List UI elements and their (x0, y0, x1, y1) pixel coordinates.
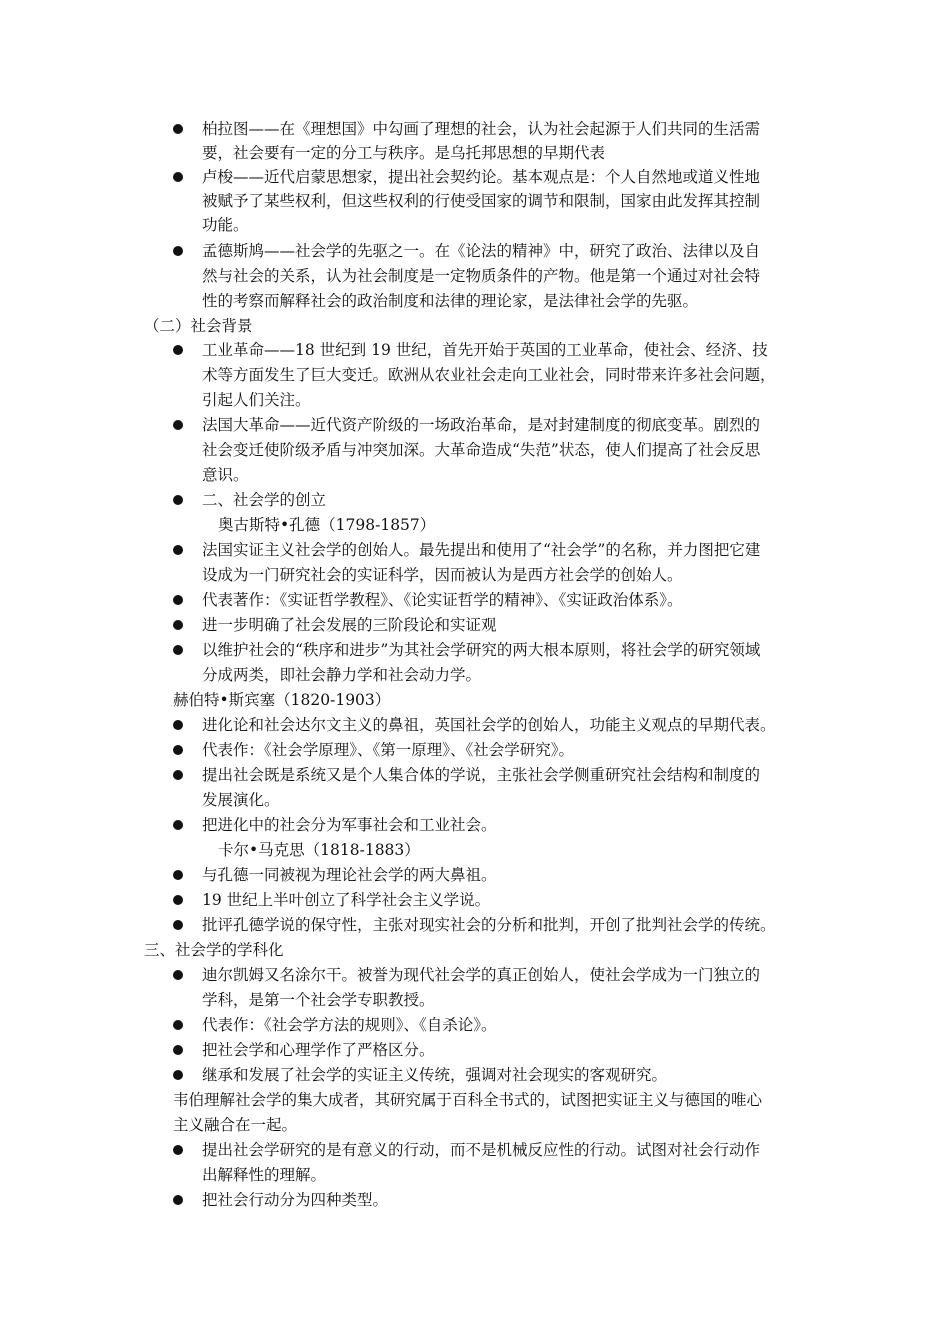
section-heading: （二）社会背景 (144, 317, 253, 335)
text-line: 卢梭——近代启蒙思想家，提出社会契约论。基本观点是：个人自然地或道义性地 (202, 168, 761, 186)
text-line: 然与社会的关系，认为社会制度是一定物质条件的产物。他是第一个通过对社会特 (202, 267, 761, 285)
person-heading: 赫伯特•斯宾塞（1820-1903） (173, 691, 391, 709)
text-line: 提出社会学研究的是有意义的行动，而不是机械反应性的行动。试图对社会行动作 (202, 1141, 761, 1159)
bullet-icon (173, 1195, 183, 1205)
text-line: 进化论和社会达尔文主义的鼻祖，英国社会学的创始人，功能主义观点的早期代表。 (202, 716, 776, 734)
bullet-icon (173, 345, 183, 355)
bullet-icon (173, 1145, 183, 1155)
text-line: 被赋予了某些权利，但这些权利的行使受国家的调节和限制，国家由此发挥其控制 (202, 192, 761, 210)
bullet-icon (173, 172, 183, 182)
text-line: 性的考察而解释社会的政治制度和法律的理论家，是法律社会学的先驱。 (202, 292, 699, 310)
bullet-icon (173, 246, 183, 256)
text-line: 进一步明确了社会发展的三阶段论和实证观 (202, 616, 497, 634)
text-line: 主义融合在一起。 (173, 1116, 298, 1134)
text-line: 继承和发展了社会学的实证主义传统，强调对社会现实的客观研究。 (202, 1066, 668, 1084)
person-heading: 卡尔•马克思（1818-1883） (218, 841, 420, 859)
text-line: 代表著作：《实证哲学教程》、《论实证哲学的精神》、《实证政治体系》。 (202, 591, 683, 609)
bullet-icon (173, 620, 183, 630)
text-line: 与孔德一同被视为理论社会学的两大鼻祖。 (202, 866, 497, 884)
bullet-icon (173, 770, 183, 780)
text-line: 要，社会要有一定的分工与秩序。是乌托邦思想的早期代表 (202, 144, 606, 162)
text-line: 提出社会既是系统又是个人集合体的学说，主张社会学侧重研究社会结构和制度的 (202, 766, 761, 784)
bullet-icon (173, 645, 183, 655)
text-line: 把社会学和心理学作了严格区分。 (202, 1041, 435, 1059)
text-line: 引起人们关注。 (202, 391, 311, 409)
text-line: 社会变迁使阶级矛盾与冲突加深。大革命造成“失范”状态，使人们提高了社会反思 (202, 441, 761, 459)
text-line: 19 世纪上半叶创立了科学社会主义学说。 (202, 891, 491, 909)
text-line: 法国大革命——近代资产阶级的一场政治革命，是对封建制度的彻底变革。剧烈的 (202, 416, 761, 434)
bullet-icon (173, 545, 183, 555)
bullet-icon (173, 870, 183, 880)
text-line: 孟德斯鸠——社会学的先驱之一。在《论法的精神》中，研究了政治、法律以及自 (202, 242, 761, 260)
bullet-icon (173, 970, 183, 980)
person-heading: 奥古斯特•孔德（1798-1857） (218, 516, 436, 534)
text-line: 设成为一门研究社会的实证科学，因而被认为是西方社会学的创始人。 (202, 566, 683, 584)
text-line: 发展演化。 (202, 791, 280, 809)
bullet-icon (173, 1020, 183, 1030)
text-line: 韦伯理解社会学的集大成者，其研究属于百科全书式的，试图把实证主义与德国的唯心 (173, 1091, 763, 1109)
text-line: 术等方面发生了巨大变迁。欧洲从农业社会走向工业社会，同时带来许多社会问题， (202, 366, 776, 384)
text-line: 把进化中的社会分为军事社会和工业社会。 (202, 816, 497, 834)
text-line: 以维护社会的“秩序和进步”为其社会学研究的两大根本原则，将社会学的研究领域 (202, 641, 761, 659)
text-line: 二、社会学的创立 (202, 491, 327, 509)
bullet-icon (173, 745, 183, 755)
bullet-icon (173, 495, 183, 505)
text-line: 代表作：《社会学原理》、《第一原理》、《社会学研究》。 (202, 741, 575, 759)
bullet-icon (173, 124, 183, 134)
bullet-icon (173, 595, 183, 605)
bullet-icon (173, 920, 183, 930)
bullet-icon (173, 1070, 183, 1080)
bullet-icon (173, 420, 183, 430)
text-line: 出解释性的理解。 (202, 1166, 327, 1184)
text-line: 把社会行动分为四种类型。 (202, 1191, 389, 1209)
text-line: 分成两类，即社会静力学和社会动力学。 (202, 666, 482, 684)
bullet-icon (173, 720, 183, 730)
text-line: 学科，是第一个社会学专职教授。 (202, 991, 435, 1009)
text-line: 柏拉图——在《理想国》中勾画了理想的社会，认为社会起源于人们共同的生活需 (202, 120, 761, 138)
text-line: 法国实证主义社会学的创始人。最先提出和使用了“社会学”的名称，并力图把它建 (202, 541, 761, 559)
text-line: 迪尔凯姆又名涂尔干。被誉为现代社会学的真正创始人，使社会学成为一门独立的 (202, 966, 761, 984)
text-line: 工业革命——18 世纪到 19 世纪，首先开始于英国的工业革命，使社会、经济、技 (202, 341, 768, 359)
section-heading: 三、社会学的学科化 (144, 941, 284, 959)
bullet-icon (173, 820, 183, 830)
text-line: 意识。 (202, 466, 249, 484)
bullet-icon (173, 895, 183, 905)
bullet-icon (173, 1045, 183, 1055)
text-line: 代表作：《社会学方法的规则》、《自杀论》。 (202, 1016, 497, 1034)
text-line: 功能。 (202, 216, 249, 234)
text-line: 批评孔德学说的保守性，主张对现实社会的分析和批判，开创了批判社会学的传统。 (202, 916, 776, 934)
